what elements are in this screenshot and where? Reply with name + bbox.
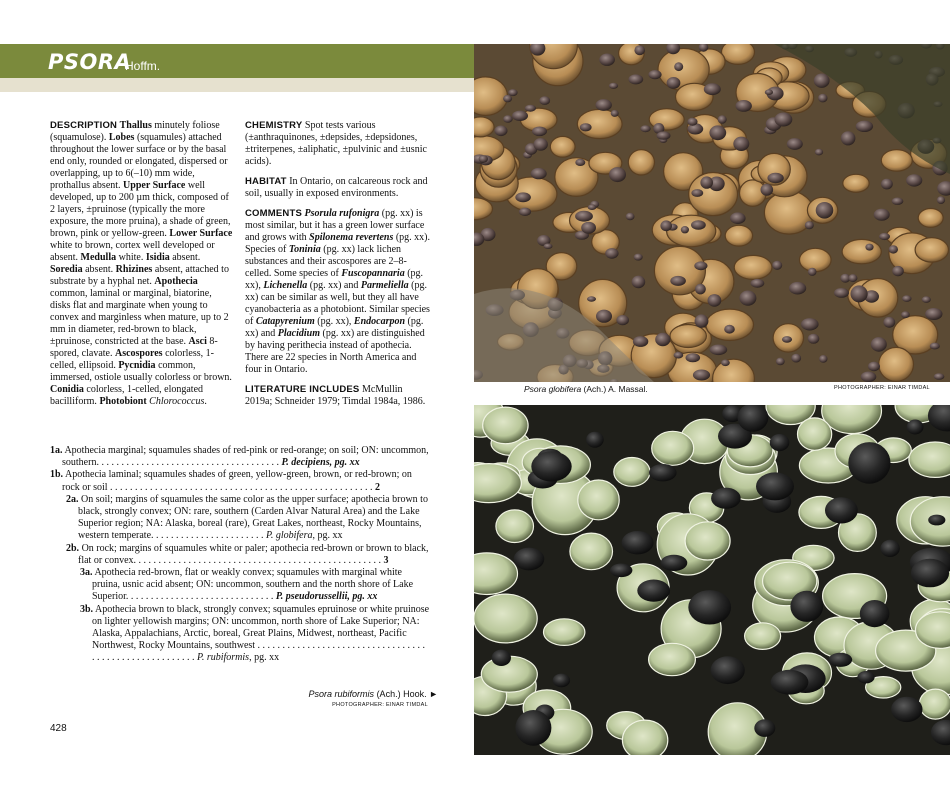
- lichen-squamule: [652, 431, 694, 465]
- lichen-apothecium: [880, 540, 899, 557]
- lichen-apothecium: [751, 279, 765, 288]
- lichen-apothecium: [851, 285, 868, 302]
- lichen-squamule: [881, 150, 912, 172]
- lichen-apothecium: [628, 74, 643, 84]
- photo-top-photographer: PHOTOGRAPHER: EINAR TIMDAL: [834, 385, 930, 391]
- key-entry-1a: 1a. Apothecia marginal; squamules shades of red-pink or red-orange; on soil; ON: uncommon, southern. . . . . . . . . . . . . . . . . . . . . . . . . . . . . . . . . . . . . P. decipiens, pg. xx: [50, 445, 429, 469]
- lichen-squamule: [842, 239, 881, 263]
- lichen-apothecium: [694, 261, 707, 270]
- lichen-squamule: [474, 594, 537, 643]
- key-entry-3a: 3a. Apothecia red-brown, flat or weakly convex; squamules with marginal white pruina, usnic acid absent; ON: uncommon, southern and the north shore of Lake Superior. . . . . . . . . . . . . . . . . . . . . . . . . . . . . . P. pseudorussellii, pg. xx: [80, 567, 414, 603]
- description-column: [50, 120, 234, 416]
- lichen-apothecium: [525, 105, 536, 112]
- key-entry-1b: 1b. Apothecia laminal; squamules shades of green, yellow-green, brown, or red-brown; on rock or soil . . . . . . . . . . . . . . . . . . . . . . . . . . . . . . . . . . . . . . . . . . . . . . . . . . . . . 2: [50, 469, 412, 493]
- description-heading: DESCRIPTION: [50, 120, 118, 131]
- lichen-apothecium: [874, 209, 890, 221]
- lichen-apothecium: [531, 168, 547, 179]
- lichen-squamule: [570, 533, 613, 570]
- lichen-apothecium: [771, 670, 809, 695]
- key-entry-2b: 2b. On rock; margins of squamules white or paler; apothecia red-brown or brown to black, flat or convex. . . . . . . . . . . . . . . . . . . . . . . . . . . . . . . . . . . . . . . . . . . . . . . . . . 3: [66, 542, 429, 566]
- lichen-apothecium: [587, 296, 596, 301]
- lichen-apothecium: [892, 266, 904, 276]
- lichen-apothecium: [819, 355, 827, 363]
- lichen-apothecium: [586, 432, 604, 448]
- lichen-squamule: [706, 309, 754, 340]
- lichen-apothecium: [925, 308, 942, 320]
- literature-paragraph: LITERATURE INCLUDES McMullin 2019a; Schneider 1979; Timdal 1984a, 1986.: [245, 384, 426, 407]
- lichen-apothecium: [661, 555, 688, 571]
- lichen-apothecium: [648, 70, 661, 79]
- lichen-apothecium: [805, 221, 814, 229]
- lichen-apothecium: [709, 125, 726, 140]
- lichen-apothecium: [937, 196, 945, 204]
- family-strip: [0, 78, 474, 92]
- lichen-squamule: [578, 480, 619, 520]
- lichen-apothecium: [534, 138, 548, 151]
- lichen-apothecium: [605, 248, 618, 259]
- lichen-apothecium: [531, 451, 571, 481]
- lichen-apothecium: [609, 167, 626, 182]
- lichen-squamule: [800, 248, 832, 271]
- chemistry-paragraph: CHEMISTRY Spot tests various (±anthraquinones, ±depsides, ±depsidones, ±triterpenes, ±aliphatic, ±pulvinic and ±usnic acids).: [245, 120, 427, 167]
- lichen-apothecium: [626, 213, 635, 220]
- lichen-apothecium: [790, 591, 823, 622]
- key-entry-2a: 2a. On soil; margins of squamules the same color as the upper surface; apothecia brown to black, strongly convex; ON: rare, southern (Carden Alvar Natural Area) and the Lake Superior region; NA: Alaska, boreal (rare), Great Lakes, northeast, Rocky Mountains, western temperate. . . . . . . . . . . . . . . . . . . . . . . P. globifera, pg. xx: [66, 493, 428, 542]
- lichen-apothecium: [667, 77, 681, 89]
- lichen-squamule: [496, 510, 534, 543]
- lichen-apothecium: [901, 311, 910, 318]
- lichen-apothecium: [515, 192, 531, 202]
- lichen-apothecium: [700, 176, 713, 188]
- literature-heading: LITERATURE INCLUDES: [245, 384, 360, 395]
- lichen-apothecium: [892, 198, 904, 205]
- lichen-apothecium: [808, 334, 820, 344]
- lichen-squamule: [670, 325, 706, 348]
- lichen-squamule: [550, 136, 575, 157]
- lichen-apothecium: [808, 268, 817, 276]
- lichen-apothecium: [596, 310, 612, 323]
- key-entry-3b: 3b. Apothecia brown to black, strongly convex; squamules epruinose or white pruinose on lighter yellowish margins; ON: uncommon, north shore of Lake Superior; NA: Alaska, Appalachians, Arctic, boreal, Great Plains, Midwest, northeast, Pacific Northwest, Rocky Mountains, southwest . . . . . . . . . . . . . . . . . . . . . . . . . . . . . . . . . . . . . . . . . . . . . . . . . . . . . . . P. rubiformis, pg. xx: [80, 603, 430, 664]
- lichen-apothecium: [775, 113, 793, 127]
- lichen-apothecium: [711, 656, 745, 684]
- lichen-apothecium: [883, 317, 895, 328]
- lichen-apothecium: [695, 314, 709, 327]
- lichen-apothecium: [829, 653, 853, 667]
- lichen-apothecium: [724, 325, 735, 334]
- lichen-apothecium: [891, 697, 922, 722]
- lichen-squamule: [725, 225, 752, 246]
- lichen-apothecium: [492, 650, 511, 666]
- lichen-apothecium: [633, 336, 648, 347]
- lichen-apothecium: [622, 531, 654, 554]
- lichen-apothecium: [596, 99, 612, 111]
- lichen-apothecium: [544, 243, 553, 249]
- lichen-apothecium: [610, 564, 632, 578]
- lichen-apothecium: [756, 472, 794, 500]
- lichen-apothecium: [634, 254, 643, 261]
- lichen-apothecium: [770, 434, 790, 451]
- description-paragraph: DESCRIPTION Thallus minutely foliose (squamulose). Lobes (squamules) attached throughout the lower surface or by the basal end only, rounded or elongated, dispersed or overlapping, up to 6(–10) mm wide, prothallus absent. Upper Surface well developed, up to 200 µm thick, composed of 2 layers, ±pruinose (typically the more exposure, the more pruina), a shade of green, brown, pink or yellow-green. Lower Surface white to brown, cortex well developed or absent. Medulla white. Isidia absent. Soredia absent. Rhizines absent, attached to substrate by a hyphal net. Apothecia common, laminal or marginal, biatorine, disks flat and marginate when young to convex and marginless when mature, up to 2 mm in diameter, red-brown to black, ±pruinose, constricted at the base. Asci 8-spored, clavate. Ascospores colorless, 1-celled, ellipsoid. Pycnidia common, immersed, ostiole usually colorless or brown. Conidia colorless, 1-celled, elongated bacilliform. Photobiont Chlorococcus.: [50, 120, 233, 407]
- lichen-apothecium: [718, 115, 727, 124]
- lichen-squamule: [843, 174, 869, 192]
- lichen-apothecium: [512, 111, 528, 121]
- arrow-right-icon: ►: [426, 689, 438, 699]
- lichen-apothecium: [848, 274, 857, 282]
- lichen-apothecium: [575, 159, 585, 166]
- lichen-apothecium: [616, 315, 629, 325]
- lichen-squamule: [722, 44, 755, 64]
- lichen-photo-image: [474, 44, 950, 382]
- lichen-apothecium: [928, 515, 945, 526]
- lichen-apothecium: [733, 137, 749, 151]
- lichen-squamule: [628, 150, 654, 175]
- lichen-apothecium: [787, 138, 803, 150]
- lichen-apothecium: [611, 110, 619, 117]
- lichen-apothecium: [818, 94, 827, 103]
- lichen-apothecium: [553, 674, 570, 688]
- lichen-apothecium: [907, 420, 924, 435]
- lichen-apothecium: [539, 96, 550, 105]
- lichen-apothecium: [816, 202, 834, 219]
- lichen-apothecium: [871, 337, 887, 352]
- lichen-apothecium: [686, 353, 701, 362]
- lichen-apothecium: [841, 131, 856, 145]
- lichen-apothecium: [640, 125, 650, 132]
- lichen-apothecium: [632, 276, 646, 289]
- identification-key: [50, 445, 430, 665]
- lichen-apothecium: [580, 123, 592, 131]
- lichen-apothecium: [736, 100, 752, 112]
- genus-author: Hoffm.: [125, 59, 161, 73]
- photo-psora-rubiformis: [474, 405, 950, 755]
- lichen-apothecium: [657, 131, 671, 139]
- lichen-apothecium: [789, 282, 806, 295]
- lichen-apothecium: [911, 559, 949, 588]
- lichen-apothecium: [856, 121, 873, 132]
- lichen-apothecium: [848, 442, 890, 484]
- lichen-apothecium: [711, 488, 741, 509]
- lichen-squamule: [667, 215, 716, 247]
- chemistry-heading: CHEMISTRY: [245, 120, 303, 131]
- lichen-apothecium: [687, 118, 697, 126]
- lichen-squamule: [622, 720, 667, 755]
- lichen-apothecium: [695, 284, 706, 295]
- lichen-apothecium: [865, 244, 873, 251]
- lichen-squamule: [649, 643, 696, 675]
- lichen-apothecium: [739, 291, 756, 306]
- lichen-apothecium: [609, 83, 618, 89]
- lichen-apothecium: [825, 497, 858, 523]
- lichen-apothecium: [532, 127, 547, 137]
- lichen-apothecium: [902, 295, 911, 302]
- lichen-apothecium: [708, 294, 722, 307]
- lichen-squamule: [614, 458, 650, 487]
- lichen-apothecium: [721, 360, 730, 367]
- lichen-apothecium: [754, 719, 775, 737]
- photo-top-caption: Psora globifera (Ach.) A. Massal.: [524, 384, 648, 394]
- lichen-apothecium: [814, 74, 830, 88]
- lichen-apothecium: [674, 352, 684, 359]
- lichen-apothecium: [834, 288, 849, 298]
- lichen-apothecium: [730, 212, 746, 224]
- photo-bottom-photographer: PHOTOGRAPHER: EINAR TIMDAL: [332, 702, 428, 708]
- lichen-apothecium: [691, 220, 706, 229]
- comments-heading: COMMENTS: [245, 208, 303, 219]
- lichen-apothecium: [503, 115, 513, 123]
- lichen-apothecium: [479, 155, 488, 163]
- lichen-apothecium: [674, 62, 683, 71]
- lichen-apothecium: [514, 548, 545, 571]
- lichen-apothecium: [681, 226, 689, 233]
- lichen-apothecium: [495, 126, 508, 137]
- lichen-squamule: [918, 209, 943, 228]
- lichen-apothecium: [575, 211, 593, 222]
- lichen-apothecium: [704, 83, 721, 95]
- lichen-apothecium: [655, 333, 670, 346]
- lichen-apothecium: [860, 600, 890, 627]
- lichen-apothecium: [637, 580, 670, 602]
- lichen-apothecium: [861, 372, 877, 383]
- lichen-squamule: [915, 238, 948, 262]
- lichen-apothecium: [693, 370, 710, 381]
- lichen-apothecium: [508, 89, 517, 96]
- lichen-squamule: [919, 689, 950, 719]
- lichen-squamule: [798, 418, 832, 450]
- lichen-apothecium: [930, 343, 940, 350]
- lichen-apothecium: [906, 174, 922, 186]
- lichen-apothecium: [801, 318, 819, 330]
- habitat-heading: HABITAT: [245, 176, 287, 187]
- lichen-squamule: [879, 347, 914, 381]
- lichen-apothecium: [772, 261, 782, 270]
- lichen-apothecium: [588, 204, 597, 210]
- lichen-squamule: [745, 623, 781, 650]
- lichen-apothecium: [879, 233, 890, 240]
- lichen-apothecium: [503, 95, 512, 102]
- lichen-apothecium: [765, 89, 773, 95]
- lichen-apothecium: [710, 345, 728, 356]
- photo-bottom-caption: Psora rubiformis (Ach.) Hook. ►: [308, 689, 438, 699]
- lichen-apothecium: [649, 464, 677, 481]
- lichen-apothecium: [776, 358, 785, 366]
- lichen-apothecium: [815, 149, 823, 156]
- lichen-apothecium: [761, 184, 774, 196]
- habitat-paragraph: HABITAT In Ontario, on calcareous rock and soil, usually in exposed environments.: [245, 176, 428, 199]
- lichen-apothecium: [670, 276, 686, 286]
- lichen-apothecium: [519, 208, 531, 216]
- lichen-photo-image: [474, 405, 950, 755]
- lichen-apothecium: [881, 179, 893, 190]
- lichen-apothecium: [868, 362, 880, 372]
- lichen-squamule: [544, 619, 585, 646]
- lichen-squamule: [474, 117, 494, 137]
- lichen-apothecium: [691, 189, 703, 197]
- lichen-apothecium: [634, 45, 645, 55]
- lichen-squamule: [734, 255, 772, 279]
- lichen-apothecium: [791, 354, 801, 363]
- details-column: [245, 120, 431, 416]
- lichen-apothecium: [599, 54, 615, 66]
- lichen-apothecium: [515, 710, 551, 746]
- lichen-apothecium: [688, 590, 731, 624]
- lichen-apothecium: [934, 373, 945, 380]
- lichen-apothecium: [660, 220, 672, 231]
- comments-paragraph: COMMENTS Psorula rufonigra (pg. xx) is most similar, but it has a green lower surface and grows with Spilonema revertens (pg. xx). Species of Toninia (pg. xx) lack lichen substances and their ascospores are 2–8-celled. Some species of Fuscopannaria (pg. xx), Lichenella (pg. xx) and Parmeliella (pg. xx) can be similar as well, but they all have cyanobacteria as a photobiont. Similar species of Catapyrenium (pg. xx), Endocarpon (pg. xx) and Placidium (pg. xx) are distinguished by having perithecia instead of apothecia. There are 22 species in North America and four in Ontario.: [245, 208, 431, 375]
- lichen-apothecium: [889, 245, 898, 253]
- lichen-apothecium: [922, 296, 931, 303]
- photo-psora-globifera: [474, 44, 950, 382]
- lichen-apothecium: [782, 336, 792, 343]
- lichen-apothecium: [857, 671, 874, 683]
- genus-title: PSORA: [48, 50, 132, 74]
- page-number: 428: [50, 723, 67, 734]
- lichen-apothecium: [581, 222, 596, 234]
- lichen-squamule: [685, 522, 730, 560]
- lichen-squamule: [483, 407, 528, 444]
- lichen-apothecium: [767, 173, 783, 183]
